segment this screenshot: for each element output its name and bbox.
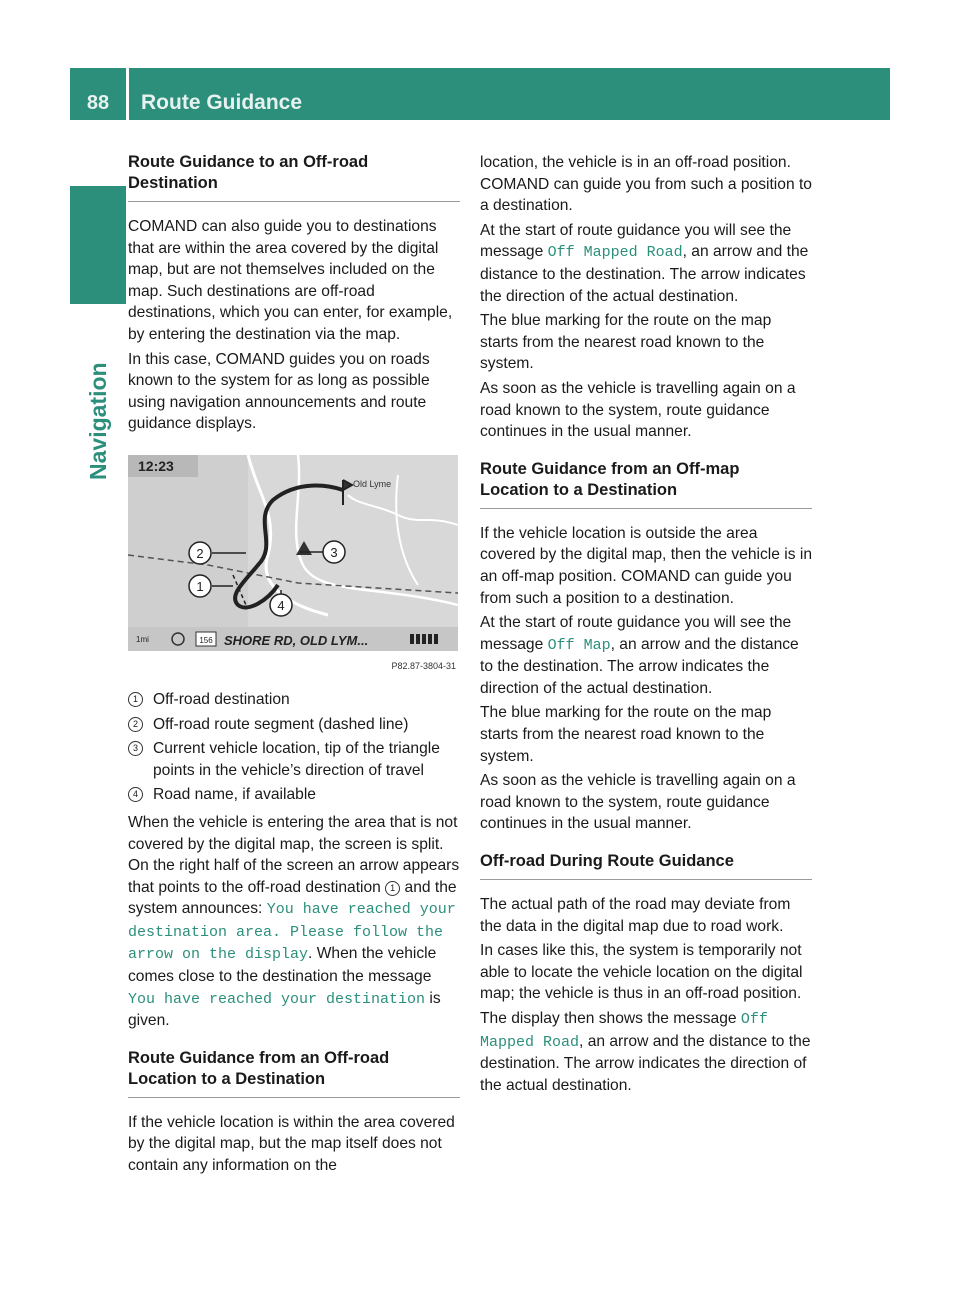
legend-item: 3 Current vehicle location, tip of the triangle points in the vehicle’s direction of travel bbox=[128, 738, 460, 781]
paragraph: The display then shows the message Off Mapped Road, an arrow and the distance to the destination. The arrow indicates the direction of the actual destination. bbox=[480, 1010, 811, 1094]
callout-3 bbox=[323, 541, 345, 563]
paragraph: As soon as the vehicle is travelling again on a road known to the system, route guidance continues in the usual manner. bbox=[480, 379, 796, 441]
side-section-label: Navigation bbox=[85, 362, 111, 480]
paragraph: In cases like this, the system is temporarily not able to locate the vehicle location on the digital map; the vehicle is thus in an off-road position. bbox=[480, 942, 803, 1003]
svg-text:2: 2 bbox=[196, 545, 204, 561]
paragraph: The blue marking for the route on the map starts from the nearest road known to the system. bbox=[480, 312, 772, 373]
svg-text:1: 1 bbox=[196, 578, 204, 594]
legend-item: 4 Road name, if available bbox=[128, 784, 460, 806]
paragraph: In this case, COMAND guides you on roads known to the system for as long as possible using navigation announcements and route guidance displays. bbox=[128, 350, 430, 433]
paragraph: When the vehicle is entering the area that is not covered by the digital map, the screen is split. On the right half of the screen an arrow appears that points to the off-road destination 1 and the system announces: You have reached your destination area. Please follow the arrow on the display. When the vehicle comes close to the destination the message You have reached your destination is given. bbox=[128, 813, 460, 1030]
callout-4 bbox=[270, 594, 292, 616]
inline-callout-1: 1 bbox=[385, 881, 400, 896]
display-message: You have reached your destination area. Please follow the arrow on the display bbox=[128, 901, 456, 964]
callout-1 bbox=[189, 575, 211, 597]
section-heading-offroad-during-guidance: Off-road During Route Guidance bbox=[480, 851, 812, 880]
display-message: Off Mapped Road bbox=[547, 244, 683, 262]
map-clock: 12:23 bbox=[138, 457, 174, 474]
map-illustration bbox=[128, 455, 458, 677]
navigation-map-figure bbox=[128, 455, 458, 677]
paragraph: As soon as the vehicle is travelling again on a road known to the system, route guidance continues in the usual manner. bbox=[480, 772, 796, 833]
section-heading-off-map: Route Guidance from an Off-map Location to a Destination bbox=[480, 459, 812, 509]
left-column bbox=[128, 152, 460, 1177]
paragraph: At the start of route guidance you will see the message Off Map, an arrow and the distance to the destination. The arrow indicates the direction of the actual destination. bbox=[480, 614, 799, 697]
paragraph: If the vehicle location is outside the area covered by the digital map, then the vehicle is in an off-map position. COMAND can guide you from such a position to a destination. bbox=[480, 524, 812, 607]
map-road-name: SHORE RD, OLD LYM... bbox=[224, 632, 369, 648]
section-heading-offroad-destination: Route Guidance to an Off-road Destination bbox=[128, 152, 460, 202]
display-message: Off Map bbox=[547, 636, 611, 654]
figure-legend bbox=[128, 689, 460, 806]
map-scale: 1mi bbox=[136, 634, 149, 644]
paragraph: The blue marking for the route on the map starts from the nearest road known to the system. bbox=[480, 704, 772, 765]
paragraph: COMAND can also guide you to destinations that are within the area covered by the digital map, but are not themselves included on the map. Such destinations are off-road destinations, which you can enter, for example, by entering the destination via the map. bbox=[128, 218, 453, 343]
svg-text:3: 3 bbox=[330, 544, 338, 560]
svg-text:4: 4 bbox=[277, 597, 285, 613]
page-number: 88 bbox=[86, 92, 110, 114]
display-message: You have reached your destination bbox=[128, 990, 426, 1008]
road-number: 156 bbox=[199, 635, 213, 645]
paragraph: At the start of route guidance you will see the message Off Mapped Road, an arrow and the distance to the destination. The arrow indicates the direction of the actual destination. bbox=[480, 221, 809, 305]
right-column bbox=[480, 152, 812, 1096]
map-town-label: Old Lyme bbox=[353, 478, 392, 489]
callout-2 bbox=[189, 542, 211, 564]
chapter-title: Route Guidance bbox=[141, 91, 303, 114]
figure-reference: P82.87-3804-31 bbox=[391, 660, 456, 671]
paragraph: If the vehicle location is within the area covered by the digital map, but the map itself does not contain any information on the bbox=[128, 1113, 455, 1175]
display-message: Off Mapped Road bbox=[480, 1011, 768, 1051]
legend-item: 2 Off-road route segment (dashed line) bbox=[128, 714, 460, 736]
legend-item: 1 Off-road destination bbox=[128, 689, 460, 711]
section-heading-from-offroad: Route Guidance from an Off-road Location to a Destination bbox=[128, 1048, 460, 1098]
page-header bbox=[70, 68, 890, 120]
paragraph: The actual path of the road may deviate from the data in the digital map due to road work. bbox=[480, 896, 791, 935]
header-divider bbox=[126, 68, 129, 120]
side-tab bbox=[70, 186, 126, 304]
paragraph: location, the vehicle is in an off-road position. COMAND can guide you from such a position to a destination. bbox=[480, 154, 812, 215]
